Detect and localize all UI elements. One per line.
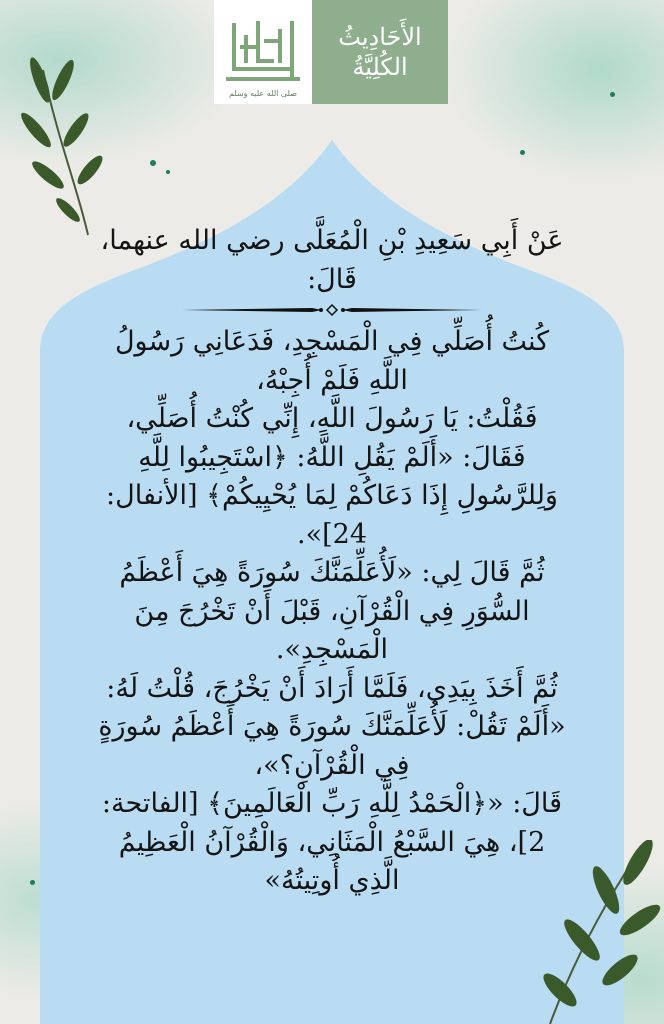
logo-banner: [214, 0, 448, 104]
calligraphy-icon: [222, 17, 304, 87]
hadith-line: وَلِلرَّسُولِ إِذَا دَعَاكُمْ لِمَا يُحْيِيكُمْ﴾ [الأنفال:: [106, 480, 558, 511]
leaf-branch-icon: [18, 50, 118, 240]
logo-caption: صلى الله عليه وسلم: [229, 89, 297, 98]
intro-line: قَالَ:: [307, 263, 357, 295]
hadith-line: الَّذِي أُوتِيتُهُ»: [264, 865, 400, 896]
hadith-line: اللَّهِ فَلَمْ أُجِبْهُ،: [256, 364, 408, 396]
ink-speck: [610, 92, 615, 97]
hadith-line: الْمَسْجِدِ».: [275, 634, 389, 665]
hadith-line: 24]».: [297, 518, 367, 550]
hadith-line: ثُمَّ قَالَ لِي: «لَأُعَلِّمَنَّكَ سُورَةً هِيَ أَعْظَمُ: [119, 557, 545, 588]
hadith-line: 2]، هِيَ السَّبْعُ الْمَثَانِي، وَالْقُرْآنُ الْعَظِيمُ: [118, 826, 546, 858]
hadith-line: «أَلَمْ تَقُلْ: لَأُعَلِّمَنَّكَ سُورَةً هِيَ أَعْظَمُ سُورَةٍ: [98, 711, 566, 742]
logo-title-line1: الأَحَادِيثُ: [338, 23, 422, 51]
logo-title-panel: [312, 0, 448, 104]
calligraphy-logo: [214, 0, 312, 104]
hadith-text: [70, 222, 594, 901]
intro-line: عَنْ أَبِي سَعِيدِ بْنِ الْمُعَلَّى رضي الله عنهما،: [100, 225, 564, 256]
hadith-line: السُّوَرِ فِي الْقُرْآنِ، قَبْلَ أَنْ تَخْرُجَ مِنَ: [134, 595, 530, 627]
hadith-line: ثُمَّ أَخَذَ بِيَدِي، فَلَمَّا أَرَادَ أَنْ يَخْرُجَ، قُلْتُ لَهُ:: [106, 672, 558, 704]
hadith-line: فِي الْقُرْآنِ؟»،: [254, 749, 410, 781]
hadith-line: قَالَ: «﴿الْحَمْدُ لِلَّهِ رَبِّ الْعَالَمِينَ﴾ [الفاتحة:: [101, 788, 563, 819]
ornament-divider: [182, 303, 482, 317]
hadith-line: كُنتُ أُصَلِّي فِي الْمَسْجِدِ، فَدَعَانِي رَسُولُ: [114, 326, 550, 357]
hadith-line: فَقَالَ: «أَلَمْ يَقُلِ اللَّهُ: ﴿اسْتَجِيبُوا لِلَّهِ: [138, 441, 526, 473]
ink-speck: [30, 880, 35, 885]
hadith-line: فَقُلْتُ: يَا رَسُولَ اللَّهِ، إِنِّي كُنْتُ أُصَلِّي،: [126, 403, 538, 434]
logo-title-line2: الكُلِيَّةُ: [352, 53, 408, 81]
